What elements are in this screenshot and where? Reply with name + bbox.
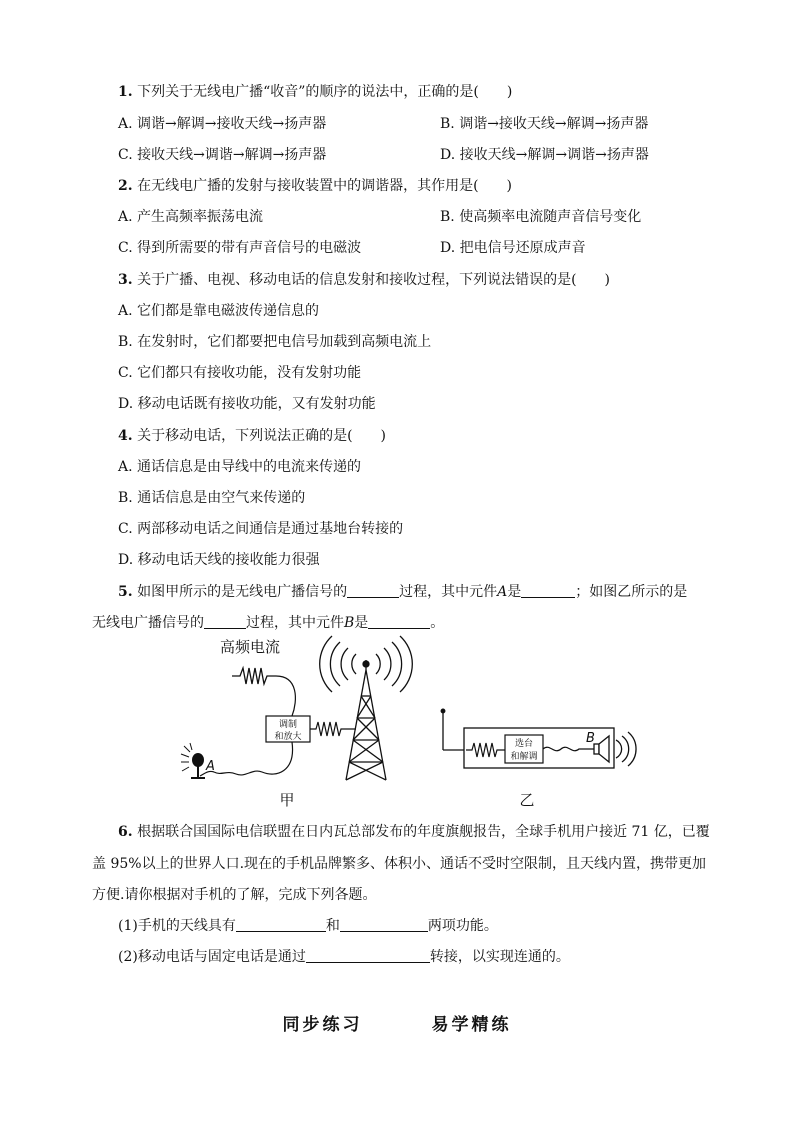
- q6-blank-2[interactable]: [340, 917, 428, 932]
- question-text: 关于广播、电视、移动电话的信息发射和接收过程，下列说法错误的是( ): [137, 272, 610, 288]
- q5-text-3: 是: [507, 584, 522, 600]
- footer-left: 同步练习: [282, 1015, 363, 1035]
- microphone-icon: [181, 743, 205, 778]
- jia-wire-bottom: [214, 742, 293, 775]
- q6-blank-3[interactable]: [306, 948, 430, 963]
- q6-sub1-text-b: 和: [325, 918, 340, 934]
- q4-option-a[interactable]: A. 通话信息是由导线中的电流来传递的: [118, 459, 362, 475]
- q2-option-b[interactable]: B. 使高频率电流随声音信号变化: [440, 209, 642, 225]
- question-text: 下列关于无线电广播“收音”的顺序的说法中，正确的是( ): [137, 84, 513, 100]
- q5-text-6: 过程，其中元件: [246, 615, 344, 631]
- question-4-stem: [118, 426, 386, 446]
- question-5-line-1: [118, 582, 687, 602]
- q5-var-b: B: [344, 615, 355, 631]
- q5-figure: [0, 630, 794, 815]
- question-2-stem: [118, 176, 512, 196]
- q5-text-8: 。: [430, 615, 445, 631]
- q2-option-c[interactable]: C. 得到所需要的带有声音信号的电磁波: [118, 240, 362, 256]
- q6-para-2: 盖 95%以上的世界人口.现在的手机品牌繁多、体积小、通话不受时空限制，且天线内置，携带更加: [92, 856, 707, 872]
- q6-sub1-text-a: (1)手机的天线具有: [118, 918, 236, 934]
- q6-sub-1: [118, 916, 498, 936]
- section-footer: [0, 1010, 794, 1035]
- q5-text-4: ；如图乙所示的是: [575, 584, 688, 600]
- q5-text-7: 是: [354, 615, 369, 631]
- q4-option-b[interactable]: B. 通话信息是由空气来传递的: [118, 490, 306, 506]
- q1-option-d[interactable]: D. 接收天线→解调→调谐→扬声器: [440, 147, 649, 163]
- q5-blank-1[interactable]: [347, 583, 399, 598]
- q1-option-b[interactable]: B. 调谐→接收天线→解调→扬声器: [440, 116, 649, 132]
- question-text: 关于移动电话，下列说法正确的是( ): [137, 428, 387, 444]
- q6-sub1-text-c: 两项功能。: [427, 918, 498, 934]
- jia-box-label-1: 调制: [278, 720, 298, 730]
- question-text: 在无线电广播的发射与接收装置中的调谐器，其作用是( ): [137, 178, 513, 194]
- question-number: 4.: [118, 428, 133, 444]
- question-number: 2.: [118, 178, 133, 194]
- question-number: 3.: [118, 272, 133, 288]
- q3-option-a[interactable]: A. 它们都是靠电磁波传递信息的: [118, 303, 320, 319]
- q3-option-b[interactable]: B. 在发射时，它们都要把电信号加载到高频电流上: [118, 334, 432, 350]
- antenna-tower-icon: [320, 636, 413, 780]
- q2-option-a[interactable]: A. 产生高频率振荡电流: [118, 209, 264, 225]
- question-3-stem: [118, 270, 610, 290]
- jia-high-frequency-label: 高频电流: [220, 638, 281, 656]
- jia-wire-top: [276, 676, 295, 716]
- q6-para-1: 根据联合国国际电信联盟在日内瓦总部发布的年度旗舰报告，全球手机用户接近 71 亿，已覆: [137, 824, 710, 840]
- q5-blank-4[interactable]: [368, 614, 430, 629]
- jia-box-label-2: 和放大: [274, 732, 302, 742]
- receiver-antenna-icon: [441, 709, 464, 750]
- yi-box-label-1: 选台: [514, 739, 534, 749]
- question-number: 6.: [118, 824, 133, 840]
- jia-caption: 甲: [279, 791, 295, 809]
- q5-blank-2[interactable]: [521, 583, 575, 598]
- question-number: 5.: [118, 584, 133, 600]
- q5-blank-3[interactable]: [204, 614, 246, 629]
- q1-option-c[interactable]: C. 接收天线→调谐→解调→扬声器: [118, 147, 327, 163]
- q3-option-c[interactable]: C. 它们都只有接收功能，没有发射功能: [118, 365, 362, 381]
- q5-text-1: 如图甲所示的是无线电广播信号的: [137, 584, 348, 600]
- q6-sub-2: [118, 947, 570, 967]
- question-1-stem: [118, 82, 512, 102]
- yi-label-b: B: [586, 731, 595, 746]
- q6-sub2-text-a: (2)移动电话与固定电话是通过: [118, 949, 306, 965]
- q4-option-d[interactable]: D. 移动电话天线的接收能力很强: [118, 552, 320, 568]
- yi-caption: 乙: [519, 791, 535, 809]
- jia-label-a: A: [206, 759, 215, 774]
- q6-sub2-text-b: 转接，以实现连通的。: [429, 949, 570, 965]
- yi-box-label-2: 和解调: [510, 752, 538, 762]
- q6-para-3: 方便.请你根据对手机的了解，完成下列各题。: [92, 887, 377, 903]
- question-6-line-1: [118, 822, 710, 842]
- footer-right: 易学精练: [431, 1015, 512, 1035]
- q1-option-a[interactable]: A. 调谐→解调→接收天线→扬声器: [118, 116, 327, 132]
- q4-option-c[interactable]: C. 两部移动电话之间通信是通过基地台转接的: [118, 521, 404, 537]
- q2-option-d[interactable]: D. 把电信号还原成声音: [440, 240, 586, 256]
- q6-blank-1[interactable]: [236, 917, 326, 932]
- q5-text-5: 无线电广播信号的: [92, 615, 204, 631]
- jia-output-coil: [310, 722, 356, 736]
- jia-hf-coil: [232, 668, 276, 684]
- question-number: 1.: [118, 84, 133, 100]
- q3-option-d[interactable]: D. 移动电话既有接收功能，又有发射功能: [118, 396, 376, 412]
- q5-var-a: A: [497, 584, 508, 600]
- q5-text-2: 过程，其中元件: [399, 584, 498, 600]
